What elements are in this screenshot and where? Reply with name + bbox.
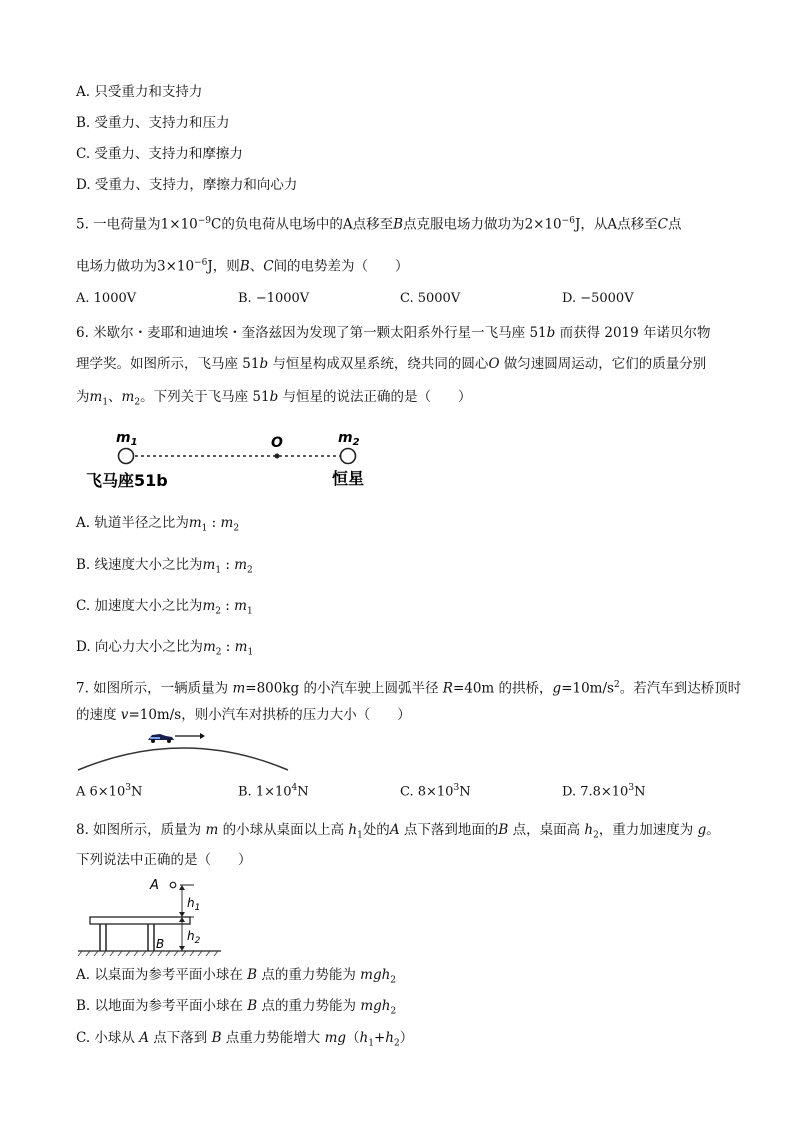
h1-label: $h_1$ — [187, 896, 201, 913]
q4-option-a: A. 只受重力和支持力 — [76, 84, 203, 100]
arch-bridge-figure — [74, 726, 294, 774]
q6-stem-line2: 理学奖。如图所示，飞马座 51b 与恒星构成双星系统，绕共同的圆心O 做匀速圆周运动，它们的质量分别 — [76, 356, 707, 372]
center-label: O — [271, 435, 283, 451]
ground-hatch — [78, 951, 218, 956]
q6-stem-line1: 6. 米歇尔・麦耶和迪迪埃・奎洛兹因为发现了第一颗太阳系外行星一飞马座 51b 而获得 2019 年诺贝尔物 — [76, 325, 711, 341]
center-of-mass-dot — [275, 454, 280, 459]
q5-option-a: A. 1000V — [76, 291, 137, 306]
planet-label: 飞马座51b — [86, 471, 168, 490]
ball-circle — [170, 882, 176, 888]
q6-option-d: D. 向心力大小之比为$m_2$ : $m_1$ — [76, 639, 254, 658]
binary-star-figure — [80, 428, 380, 493]
q5-stem-line2: 电场力做功为$3\times 10^{-6}J$，则B、C间的电势差为（ ） — [76, 258, 409, 275]
velocity-arrow-icon — [175, 733, 205, 739]
bridge-arc — [78, 748, 288, 770]
q8-option-a: A. 以桌面为参考平面小球在 B 点的重力势能为 mgh$_2$ — [76, 967, 397, 986]
q4-option-c: C. 受重力、支持力和摩擦力 — [76, 146, 243, 162]
q5-option-d: D. −5000V — [562, 291, 634, 306]
q8-option-c: C. 小球从 A 点下落到 B 点重力势能增大 $mg(h_1+h_2)$ — [76, 1030, 414, 1049]
q5-option-b: B. −1000V — [238, 291, 310, 306]
star-label: 恒星 — [332, 469, 365, 488]
point-b-label: B — [156, 937, 165, 951]
planet-circle — [119, 449, 134, 464]
q7-stem-line2: 的速度 v=10m/s，则小汽车对拱桥的压力大小（ ） — [76, 707, 411, 723]
star-circle — [341, 449, 356, 464]
table-top — [90, 917, 190, 924]
q8-stem-line1: 8. 如图所示，质量为 m 的小球从桌面以上高 $h_1$处的A 点下落到地面的B 点，桌面高 $h_2$，重力加速度为 g。 — [76, 822, 720, 841]
q5-stem-line1: 5. 一电荷量为$1\times 10^{-9}C$的负电荷从电场中的A点移至B点克服电场力做功为$2\times 10^{-6}J$，从A点移至C点 — [76, 216, 682, 233]
q6-option-b: B. 线速度大小之比为$m_1$ : $m_2$ — [76, 557, 253, 576]
q6-option-c: C. 加速度大小之比为$m_2$ : $m_1$ — [76, 598, 253, 617]
point-a-label: A — [150, 878, 159, 893]
q7-stem-line1: 7. 如图所示，一辆质量为 m=800kg 的小汽车驶上圆弧半径 R=40m 的拱桥，$g=10m/s^2$。若汽车到达桥顶时 — [76, 680, 742, 697]
q6-stem-line3: 为$m_1$、$m_2$。下列关于飞马座 51b 与恒星的说法正确的是（ ） — [76, 389, 472, 408]
q8-stem-line2: 下列说法中正确的是（ ） — [76, 852, 252, 868]
q7-option-a: A $6\times 10^3N$ — [76, 783, 143, 800]
q5-option-c: C. 5000V — [400, 291, 461, 306]
q6-option-a: A. 轨道半径之比为$m_1$ : $m_2$ — [76, 515, 240, 534]
m2-label: $m_2$ — [338, 430, 360, 448]
h2-label: $h_2$ — [187, 929, 201, 946]
q4-option-d: D. 受重力、支持力，摩擦力和向心力 — [76, 177, 298, 193]
q8-option-b: B. 以地面为参考平面小球在 B 点的重力势能为 mgh$_2$ — [76, 998, 397, 1017]
car-icon — [148, 734, 174, 743]
q4-option-b: B. 受重力、支持力和压力 — [76, 115, 230, 131]
q7-option-c: C. $8\times 10^3N$ — [400, 783, 471, 800]
table-ball-figure — [76, 874, 226, 956]
q7-option-b: B. $1\times 10^4N$ — [238, 783, 309, 800]
q7-option-d: D. $7.8\times 10^3N$ — [562, 783, 646, 800]
m1-label: $m_1$ — [116, 430, 138, 448]
